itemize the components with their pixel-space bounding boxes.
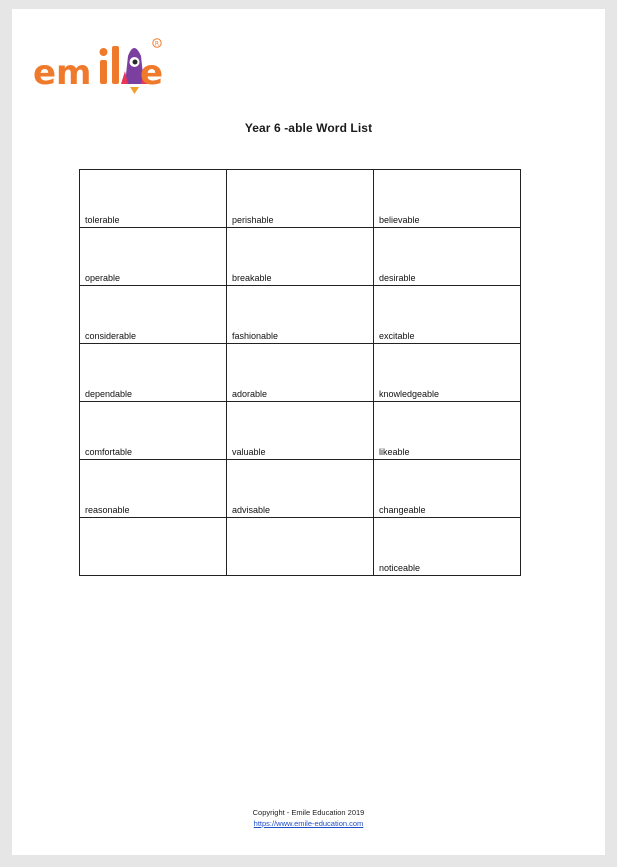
word-cell (227, 518, 374, 576)
document-page (12, 9, 605, 855)
word-cell: dependable (80, 344, 227, 402)
word-cell: believable (374, 170, 521, 228)
word-cell: reasonable (80, 460, 227, 518)
word-cell: breakable (227, 228, 374, 286)
table-row (80, 518, 521, 576)
table-row (80, 402, 521, 460)
word-cell: valuable (227, 402, 374, 460)
word-cell: operable (80, 228, 227, 286)
word-cell: desirable (374, 228, 521, 286)
word-cell: likeable (374, 402, 521, 460)
word-cell: knowledgeable (374, 344, 521, 402)
page-title: Year 6 -able Word List (244, 121, 373, 135)
website-link[interactable]: https://www.emile-education.com (253, 819, 364, 828)
word-cell: advisable (227, 460, 374, 518)
word-cell: adorable (227, 344, 374, 402)
table-row (80, 228, 521, 286)
word-cell: excitable (374, 286, 521, 344)
table-row (80, 170, 521, 228)
emile-logo (33, 38, 168, 94)
logo-text-e: e (140, 53, 164, 93)
word-cell: perishable (227, 170, 374, 228)
word-cell: considerable (80, 286, 227, 344)
word-cell: changeable (374, 460, 521, 518)
footer (12, 807, 605, 829)
table-row (80, 460, 521, 518)
word-cell: fashionable (227, 286, 374, 344)
table-row (80, 344, 521, 402)
word-cell: comfortable (80, 402, 227, 460)
registered-mark: R (154, 40, 160, 48)
copyright-text: Copyright - Emile Education 2019 (252, 808, 365, 817)
word-cell (80, 518, 227, 576)
word-cell: tolerable (80, 170, 227, 228)
word-table (79, 169, 521, 576)
logo-letter-i (100, 60, 107, 84)
word-cell: noticeable (374, 518, 521, 576)
logo-dot-i (100, 48, 108, 56)
table-row (80, 286, 521, 344)
logo-letter-l (112, 46, 119, 84)
logo-text-em: em (33, 53, 92, 93)
